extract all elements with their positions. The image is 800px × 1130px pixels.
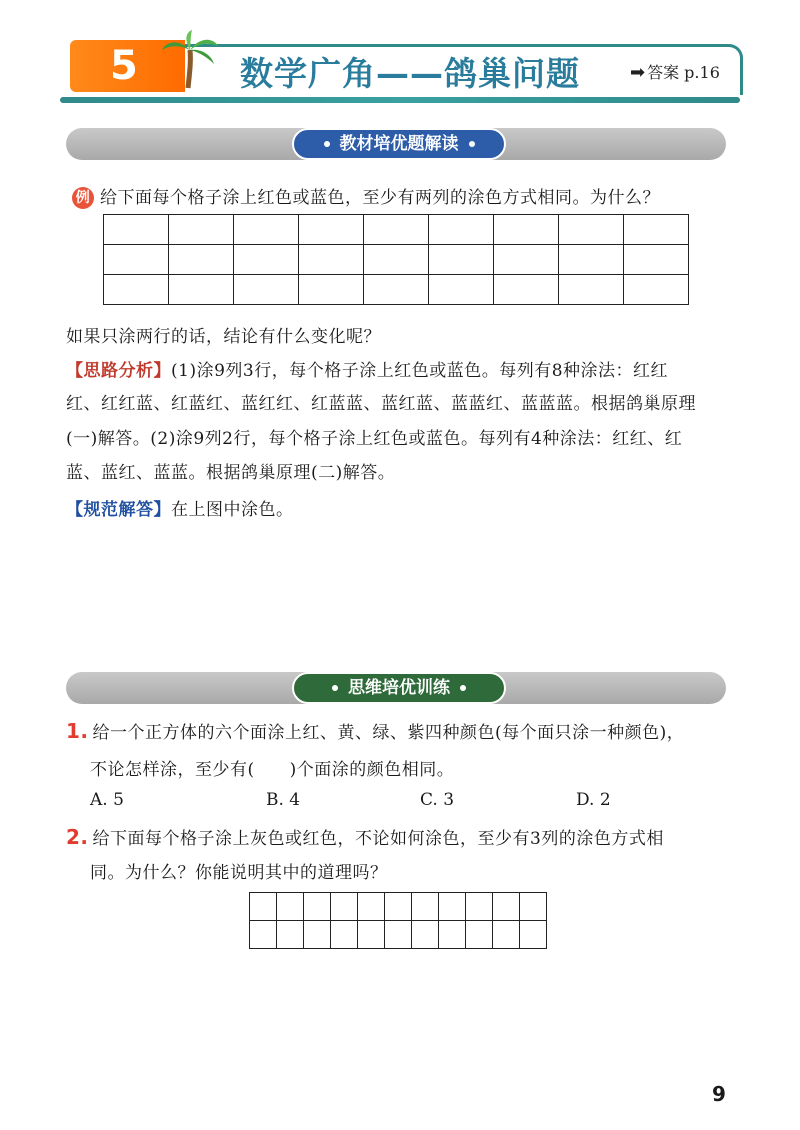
answer-ref-text: 答案 p.16 [647, 63, 720, 82]
grid-cell[interactable] [429, 215, 494, 245]
grid-cell[interactable] [385, 921, 412, 949]
grid-cell[interactable] [169, 275, 234, 305]
chapter-number-badge: 5 [70, 40, 185, 92]
grid-cell[interactable] [520, 893, 547, 921]
chapter-title: 数学广角——鸽巢问题 [240, 54, 580, 93]
dot-icon [332, 685, 338, 691]
section-banner-training [66, 672, 726, 704]
grid-cell[interactable] [358, 893, 385, 921]
grid-cell[interactable] [439, 893, 466, 921]
grid-cell[interactable] [429, 275, 494, 305]
grid-cell[interactable] [169, 245, 234, 275]
grid-cell[interactable] [304, 921, 331, 949]
grid-cell[interactable] [358, 921, 385, 949]
grid-cell[interactable] [104, 275, 169, 305]
section-banner-title: 教材培优题解读 [339, 134, 459, 154]
grid-cell[interactable] [412, 921, 439, 949]
grid-cell[interactable] [494, 275, 559, 305]
question-2-line-1: 2. 给下面每个格子涂上灰色或红色，不论如何涂色，至少有3列的涂色方式相 [66, 825, 664, 849]
standard-answer [66, 495, 294, 520]
dot-icon [460, 685, 466, 691]
grid-cell[interactable] [234, 245, 299, 275]
dot-icon [469, 141, 475, 147]
grid-cell[interactable] [493, 921, 520, 949]
grid-cell[interactable] [624, 215, 689, 245]
question-1-line-1: 1. 给一个正方体的六个面涂上红、黄、绿、紫四种颜色(每个面只涂一种颜色)， [66, 719, 685, 743]
grid-cell[interactable] [104, 245, 169, 275]
answer-tag: 【规范解答】 [66, 500, 171, 520]
grid-row [104, 215, 689, 245]
grid-cell[interactable] [277, 893, 304, 921]
grid-cell[interactable] [304, 893, 331, 921]
grid-cell[interactable] [234, 275, 299, 305]
dot-icon [324, 141, 330, 147]
section-banner-pill [292, 672, 506, 704]
grid-cell[interactable] [429, 245, 494, 275]
grid-cell[interactable] [299, 215, 364, 245]
grid-cell[interactable] [624, 245, 689, 275]
grid-cell[interactable] [299, 245, 364, 275]
answer-text: 在上图中涂色。 [171, 500, 294, 520]
grid-cell[interactable] [439, 921, 466, 949]
grid-cell[interactable] [234, 215, 299, 245]
grid-cell[interactable] [494, 215, 559, 245]
grid-cell[interactable] [364, 275, 429, 305]
grid-cell[interactable] [559, 275, 624, 305]
coloring-grid-2x11 [249, 892, 547, 949]
grid-cell[interactable] [624, 275, 689, 305]
grid-cell[interactable] [364, 215, 429, 245]
section-banner-textbook [66, 128, 726, 160]
grid-row [250, 893, 547, 921]
grid-cell[interactable] [466, 893, 493, 921]
example-question-text: 给下面每个格子涂上红色或蓝色，至少有两列的涂色方式相同。为什么？ [100, 188, 660, 208]
grid-cell[interactable] [331, 893, 358, 921]
grid-cell[interactable] [299, 275, 364, 305]
grid-row [104, 245, 689, 275]
analysis-line-3: (一)解答。(2)涂9列2行，每个格子涂上红色或蓝色。每列有4种涂法：红红、红 [66, 429, 683, 449]
grid-cell[interactable] [520, 921, 547, 949]
answer-reference [630, 60, 720, 83]
analysis-line-4: 蓝、蓝红、蓝蓝。根据鸽巢原理(二)解答。 [66, 463, 396, 483]
option-a: A. 5 [90, 790, 124, 810]
question-number: 1. [66, 719, 89, 743]
header-underline [60, 97, 740, 103]
coloring-grid-3x9 [103, 214, 689, 305]
page-number: 9 [712, 1082, 726, 1106]
grid-cell[interactable] [385, 893, 412, 921]
example-question [72, 183, 660, 209]
option-b: B. 4 [266, 790, 301, 810]
section-banner-title: 思维培优训练 [348, 678, 450, 698]
grid-cell[interactable] [104, 215, 169, 245]
grid-cell[interactable] [331, 921, 358, 949]
grid-row [250, 921, 547, 949]
option-c: C. 3 [420, 790, 455, 810]
grid-cell[interactable] [364, 245, 429, 275]
grid-cell[interactable] [250, 921, 277, 949]
grid-cell[interactable] [466, 921, 493, 949]
grid-row [104, 275, 689, 305]
followup-question: 如果只涂两行的话，结论有什么变化呢？ [66, 327, 381, 347]
question-number: 2. [66, 825, 89, 849]
analysis-line-1: 【思路分析】(1)涂9列3行，每个格子涂上红色或蓝色。每列有8种涂法：红红 [66, 361, 669, 381]
chapter-header [60, 30, 740, 105]
grid-cell[interactable] [412, 893, 439, 921]
section-banner-pill [292, 128, 506, 160]
grid-cell[interactable] [277, 921, 304, 949]
example-badge: 例 [72, 187, 94, 209]
question-1-line-2: 不论怎样涂，至少有( )个面涂的颜色相同。 [90, 760, 455, 780]
analysis-tag: 【思路分析】 [66, 361, 171, 381]
grid-cell[interactable] [559, 215, 624, 245]
palm-tree-icon [160, 30, 220, 90]
grid-cell[interactable] [169, 215, 234, 245]
arrow-right-icon: ➡ [630, 62, 646, 83]
grid-cell[interactable] [559, 245, 624, 275]
option-d: D. 2 [576, 790, 611, 810]
grid-cell[interactable] [494, 245, 559, 275]
grid-cell[interactable] [493, 893, 520, 921]
analysis-line-2: 红、红红蓝、红蓝红、蓝红红、红蓝蓝、蓝红蓝、蓝蓝红、蓝蓝蓝。根据鸽巢原理 [66, 394, 696, 414]
question-2-line-2: 同。为什么？你能说明其中的道理吗？ [90, 863, 388, 883]
grid-cell[interactable] [250, 893, 277, 921]
